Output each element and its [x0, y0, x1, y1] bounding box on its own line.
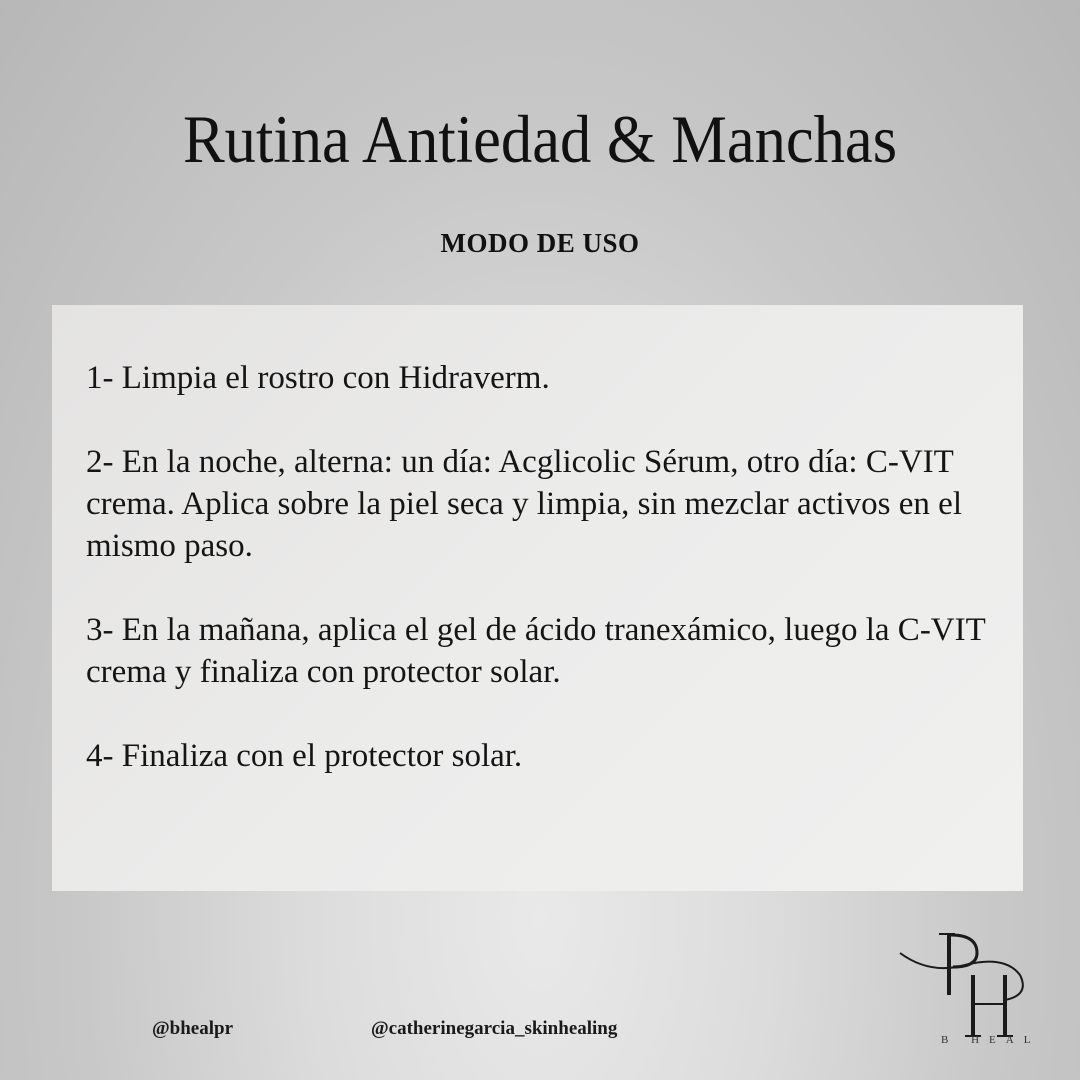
- personal-handle: @catherinegarcia_skinhealing: [371, 1018, 618, 1039]
- step-1: 1- Limpia el rostro con Hidraverm.: [86, 360, 550, 396]
- brand-handle: @bhealpr: [152, 1018, 234, 1039]
- step-2: 2- En la noche, alterna: un día: Acglicolic Sérum, otro día: C-VIT crema. Aplica sobre la piel seca y limpia, sin mezclar activos en el mismo paso.: [86, 444, 962, 564]
- step-4: 4- Finaliza con el protector solar.: [86, 738, 523, 774]
- logo-text: B HEAL: [941, 1034, 1041, 1046]
- page-subtitle: MODO DE USO: [440, 228, 640, 258]
- step-3: 3- En la mañana, aplica el gel de ácido tranexámico, luego la C-VIT crema y finaliza con protector solar.: [86, 612, 986, 690]
- instructions-card: [52, 305, 1023, 891]
- page-title: Rutina Antiedad & Manchas: [182, 101, 898, 177]
